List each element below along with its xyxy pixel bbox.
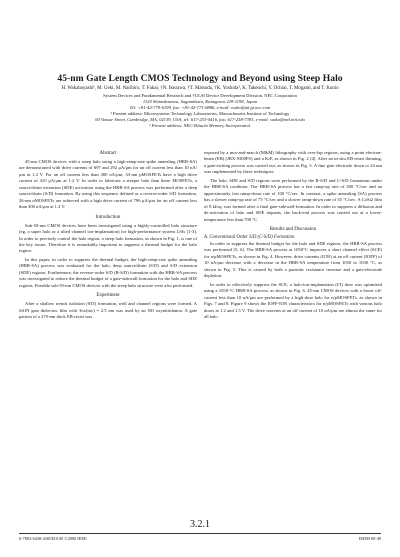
affiliation-line: ¹ Present address: Microsystems Technology Laboratories, Massachusetts Institute of Technology [110,111,290,116]
introduction-paragraph: Sub-50-nm CMOS devices have been investigated using a highly-controlled halo structure (eg, a super halo or a tilted channel ion-implantation) for high-performance system LSIs [1-3]. In order to precisely control the halo region, a steep halo formation, as shown in Fig. 1, is one of the key issues. Therefore it is remarkably important to suppress a thermal budget for the halo region. [19,222,197,254]
results-paragraph: In order to effectively suppress the SCE, a halo-ion-implantation (I/I) dose was optimized using a 1050-°C HRR-SA process, as shown in Fig. 6. 45-nm CMOS devices with a lower off-current less than 10 nA/μm are performed by a high-dose halo for n/pMOSFETs, as shown in Figs. 7 and 8. Figure 9 shows the IOFF-ION characteristics for n/pMOSFETs with various halo doses at 1.2 and 1.5 V. The drive currents at an off current of 10 nA/μm are almost the same for all halo [204,281,382,319]
left-column [19,150,197,323]
results-subheading: A. Conventional Order S/D (C-S/D) Formation [204,234,295,240]
affiliation-line: 60 Vassar Street, Cambridge, MA, 02139, USA, tel: 617-253-0416, fax: 617-258-7393, e-mail: waka@mtl.mit.edu [95,117,305,122]
right-column [204,150,382,322]
paper-title: 45-nm Gate Length CMOS Technology and Beyond using Steep Halo [57,73,343,84]
results-heading: Results and Discussion [269,226,317,232]
affiliation-line: 1120 Shimokuzawa, Sagamihara, Kanagawa 229-1198, Japan [142,98,258,104]
experiment-paragraph: After a shallow trench isolation (STI) formation, well and channel regions were formed. A SiON gate dielectric film with Tox(inv) = 2.5 nm was used by an NO oxynitridation. A gate pattern of a 270-nm thick EB-resist was [19,301,197,320]
experiment-paragraph: The halo, SDE and S/D regions were performed by the R-S/D and C-S/D formations under the HRR-SA condition. The HRR-SA process has a fast ramp-up rate of 300 °C/sec and an approximately fast ramp-down rate of 100 °C/sec. In contrast, a spike annealing (SA) process has a slower ramp-up rate of 75 °C/sec and a slower ramp-down rate of 35 °C/sec. A CoSi2 film of 8 Ω/sq. was formed after a final gate-sidewall-formation. In order to suppress a diffusion and de-activation of halo and SDE dopants, the back-end process was carried out at a lower-temperature less than 700 °C. [204,177,382,222]
experiment-paragraph: exposed by a mix-and-match (M&M) lithography with over-lap regions, using a point electron-beam (EB) (JBX-9300FS) and a KrF, as shown in Fig. 2 [4]. After an in-situ EB-resist thinning, a gate-etching process was carried out, as shown in Fig. 3. A fine gate electrode down to 24 nm was implemented by these techniques. [204,150,382,175]
footer-rule [19,533,381,534]
introduction-heading: Introduction [95,214,121,220]
affiliation-line: ² Present address: NEC-Hitachi Memory Incorporated. [149,123,251,128]
experiment-heading: Experiment [96,293,120,299]
results-paragraph: In order to suppress the thermal budget for the halo and SDE regions, the HRR-SA process was performed [5, 6]. The HRR-SA process at 1050°C improves a short channel effect (SCE) for n/pMOSFETs, as shown in Fig. 4. However, drive currents (ION) at an off current (IOFF) of 10 nA/μm decrease with a decrease in the HRR-SA temperature from 1050 to 1030 °C, as shown in Fig. 5. This is caused by both a parasitic resistance increase and a gate-electrode depletion. [204,240,382,279]
affiliation-line: Tel: +81-42-779-6199, fax: +81-42-771-0886, e-mail: waka@ak.jp.nec.com [129,104,271,110]
abstract-text: 45-nm CMOS devices with a steep halo using a high-ramp-rate spike annealing (HRR-SA) are demonstrated with drive currents of 697 and 292 μA/μm for an off current less than 10 nA/μm at 1.2 V. For an off current less than 300 nA/μm, 33-nm pMOSFETs have a high drive current of 410 μA/μm at 1.2 V. In order to fabricate a steeper halo than these MOSFETs, a source/drain extension (SDE) activation using the HRR-SA process was performed after a deep source/drain (S/D) formation. By using this sequence defined as a reverse-order S/D formation, 26-nm nMOSFETs are achieved with a high drive current of 796 μA/μm for an off current less than 300 nA/μm at 1.2 V. [19,159,197,210]
author-list: H. Wakabayashi¹, M. Ueki, M. Narihiro, T. Fukai, †N. Ikezawa, †T. Matsuda, †K. Yoshida², K. Takeuchi, Y. Ochiai, T. Mogami, and T. Kunio [61,86,339,91]
page-number: 3.2.1 [190,519,210,530]
footer-copyright: 0-7803-6438-4/00/$10.00 ©2000 IEEE [19,536,87,541]
abstract-heading: Abstract [99,151,117,156]
introduction-paragraph: In this paper, in order to suppress the thermal budget, the high-ramp-rate spike annealing (HRR-SA) process was evaluated for the halo, deep source/drain (S/D) and S/D extension (SDE) regions. Furthermore, the reverse-order S/D (R-S/D) formation with the HRR-SA process was investigated to reduce the thermal budget of a gate-sidewall formation for the halo and SDE regions. Feasible sub-50-nm CMOS devices with the steep halo structure were also performed. [19,256,197,288]
footer-conference: IEDM 00-49 [358,536,381,541]
affiliation-line: System Devices and Fundamental Research and †ULSI Device Development Division, NEC Corporation [103,92,297,98]
